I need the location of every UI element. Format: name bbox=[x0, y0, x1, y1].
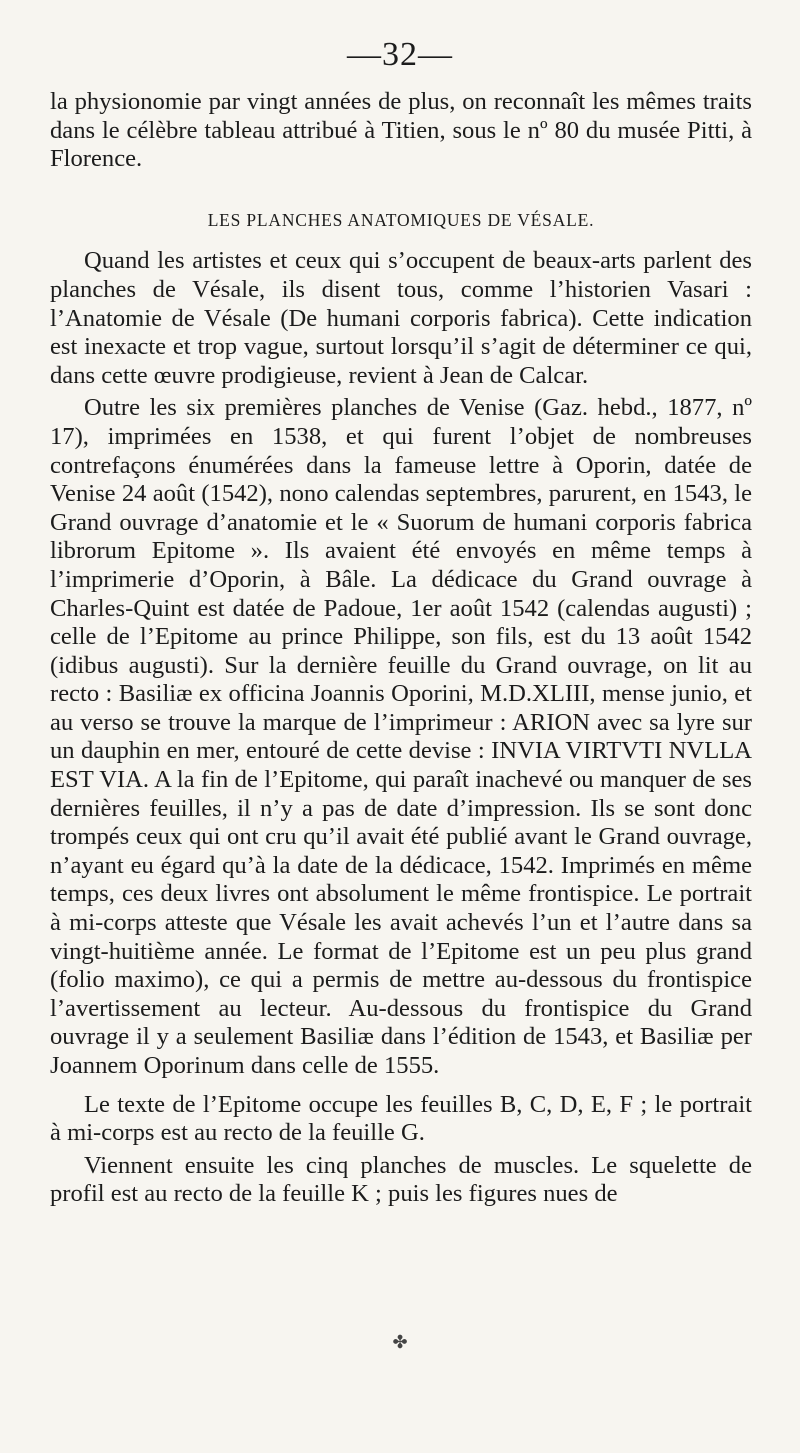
paragraph-1: Quand les artistes et ceux qui s’occupent de beaux-arts parlent des planches de Vésale, ils disent tous, comme l’historien Vasari : l’Anatomie de Vésale (De humani corporis fabrica). Cette indication est inexacte et trop vague, surtout lorsqu’il s’agit de déterminer ce qui, dans cette œuvre prodigieuse, revient à Jean de Calcar. bbox=[50, 247, 752, 389]
paragraph-2: Outre les six premières planches de Venise (Gaz. hebd., 1877, nº 17), imprimées en 1538, et qui furent l’objet de nombreuses contrefaçons énumérées dans la fameuse lettre à Oporin, datée de Venise 24 août (1542), nono calendas septembres, parurent, en 1543, le Grand ouvrage d’anatomie et le « Suorum de humani corporis fabrica librorum Epitome ». Ils avaient été envoyés en même temps à l’imprimerie d’Oporin, à Bâle. La dédicace du Grand ouvrage à Charles-Quint est datée de Padoue, 1er août 1542 (calendas augusti) ; celle de l’Epitome au prince Philippe, son fils, est du 13 août 1542 (idibus augusti). Sur la dernière feuille du Grand ouvrage, on lit au recto : Basiliæ ex officina Joannis Oporini, M.D.XLIII, mense junio, et au verso se trouve la marque de l’imprimeur : ARION avec sa lyre sur un dauphin en mer, entouré de cette devise : INVIA VIRTVTI NVLLA EST VIA. A la fin de l’Epitome, qui paraît inachevé ou manquer de ses dernières feuilles, il n’y a pas de date d’impression. Ils se sont donc trompés ceux qui ont cru qu’il avait été publié avant le Grand ouvrage, n’ayant eu égard qu’à la date de la dédicace, 1542. Imprimés en même temps, ces deux livres ont absolument le même frontispice. Le portrait à mi-corps atteste que Vésale les avait achevés l’un et l’autre dans sa vingt-huitième année. Le format de l’Epitome est un peu plus grand (folio maximo), ce qui a permis de mettre au-dessous du frontispice l’avertissement au lecteur. Au-dessous du frontispice du Grand ouvrage il y a seulement Basiliæ dans l’édition de 1543, et Basiliæ per Joannem Oporinum dans celle de 1555. bbox=[50, 394, 752, 1079]
page-text-block bbox=[50, 88, 752, 1209]
page-number: —32— bbox=[347, 36, 453, 73]
paragraph-3: Le texte de l’Epitome occupe les feuilles B, C, D, E, F ; le portrait à mi-corps est au recto de la feuille G. bbox=[50, 1090, 752, 1147]
section-heading: LES PLANCHES ANATOMIQUES DE VÉSALE. bbox=[207, 209, 595, 230]
paragraph-4: Viennent ensuite les cinq planches de muscles. Le squelette de profil est au recto de la feuille K ; puis les figures nues de bbox=[50, 1151, 752, 1208]
paragraph-continuation: la physionomie par vingt années de plus, on reconnaît les mêmes traits dans le célèbre tableau attribué à Titien, sous le nº 80 du musée Pitti, à Florence. bbox=[50, 88, 752, 173]
footer-ornament: ✤ bbox=[392, 1332, 408, 1352]
